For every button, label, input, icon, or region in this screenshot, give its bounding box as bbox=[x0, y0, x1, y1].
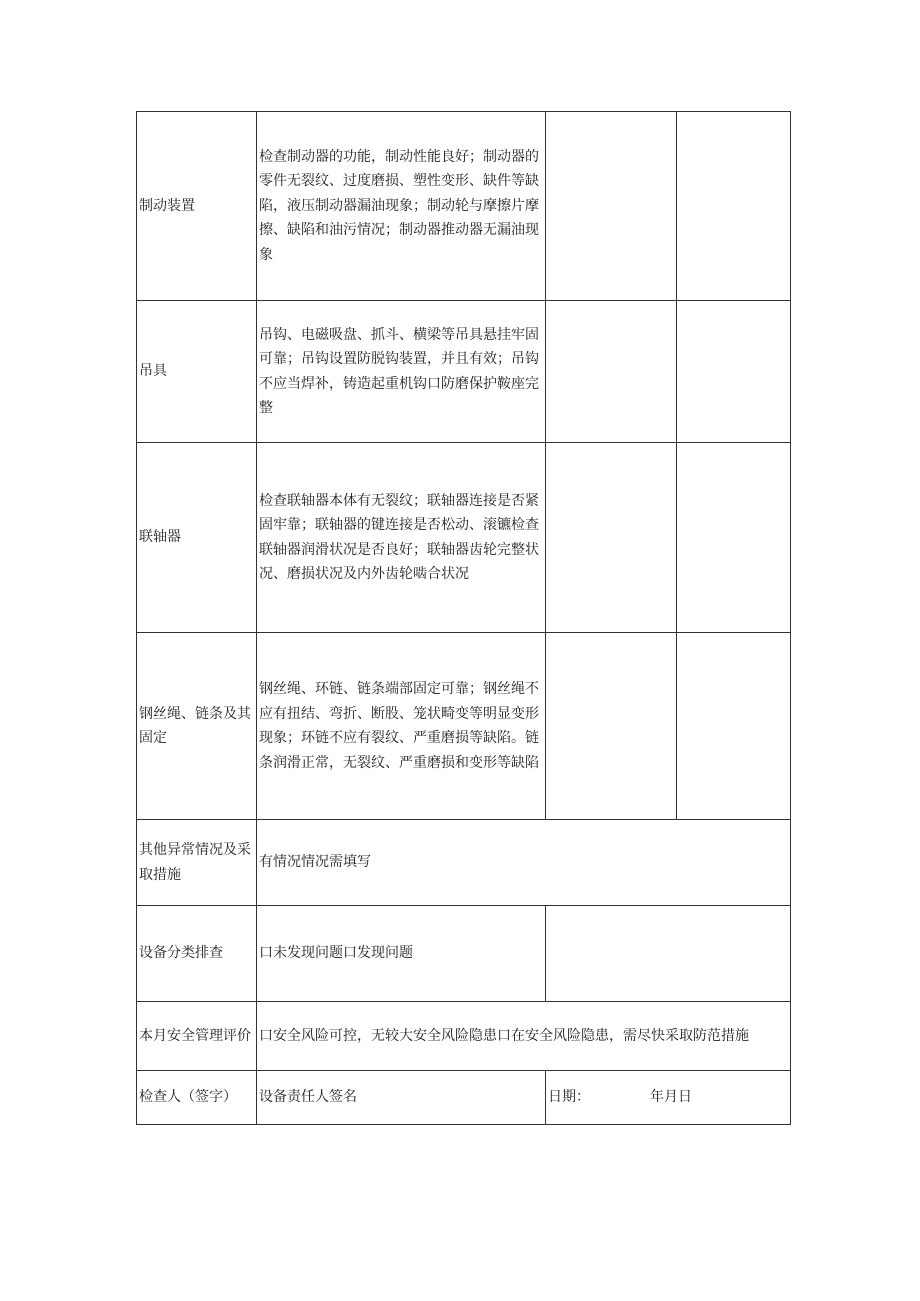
table-row bbox=[137, 906, 791, 1002]
item-label-coupling: 联轴器 bbox=[137, 443, 257, 633]
date-cell[interactable] bbox=[546, 1071, 791, 1125]
evaluation-options[interactable]: 口安全风险可控，无较大安全风险隐患口在安全风险隐患，需尽快采取防范措施 bbox=[257, 1002, 791, 1071]
table-row bbox=[137, 1002, 791, 1071]
item-content-brake: 检查制动器的功能，制动性能良好；制动器的零件无裂纹、过度磨损、塑性变形、缺件等缺陷，液压制动器漏油现象；制动轮与摩擦片摩擦、缺陷和油污情况；制动器推动器无漏油现象 bbox=[257, 112, 546, 301]
classify-options[interactable]: 口未发现问题口发现问题 bbox=[257, 906, 546, 1002]
evaluation-label: 本月安全管理评价 bbox=[137, 1002, 257, 1071]
item-label-brake: 制动装置 bbox=[137, 112, 257, 301]
item-content-sling: 吊钩、电磁吸盘、抓斗、横梁等吊具悬挂牢固可靠；吊钩设置防脱钩装置，并且有效；吊钩不应当焊补，铸造起重机钩口防磨保护鞍座完整 bbox=[257, 301, 546, 443]
signature-value[interactable]: 设备责任人签名 bbox=[257, 1071, 546, 1125]
remark-cell[interactable] bbox=[677, 633, 791, 820]
remark-cell[interactable] bbox=[677, 112, 791, 301]
signature-label: 检查人（签字） bbox=[137, 1071, 257, 1125]
table-row bbox=[137, 112, 791, 301]
item-label-sling: 吊具 bbox=[137, 301, 257, 443]
table-row bbox=[137, 443, 791, 633]
remark-cell[interactable] bbox=[677, 301, 791, 443]
item-content-coupling: 检查联轴器本体有无裂纹；联轴器连接是否紧固牢靠；联轴器的键连接是否松动、滚镳检查联轴器润滑状况是否良好；联轴器齿轮完整状况、磨损状况及内外齿轮啮合状况 bbox=[257, 443, 546, 633]
date-value: 年月日 bbox=[650, 1089, 692, 1106]
table-row bbox=[137, 301, 791, 443]
table-row bbox=[137, 1071, 791, 1125]
remark-cell[interactable] bbox=[677, 443, 791, 633]
item-content-wire-rope: 钢丝绳、环链、链条端部固定可靠；钢丝绳不应有扭结、弯折、断股、笼状畸变等明显变形现象；环链不应有裂纹、严重磨损等缺陷。链条润滑正常，无裂纹、严重磨损和变形等缺陷 bbox=[257, 633, 546, 820]
table-row bbox=[137, 633, 791, 820]
classify-detail-cell[interactable] bbox=[546, 906, 791, 1002]
result-cell[interactable] bbox=[546, 443, 677, 633]
other-abnormal-label: 其他异常情况及采取措施 bbox=[137, 820, 257, 906]
result-cell[interactable] bbox=[546, 112, 677, 301]
result-cell[interactable] bbox=[546, 633, 677, 820]
result-cell[interactable] bbox=[546, 301, 677, 443]
date-label: 日期： bbox=[548, 1089, 590, 1106]
other-abnormal-value[interactable]: 有情况情况需填写 bbox=[257, 820, 791, 906]
inspection-form-table bbox=[136, 111, 791, 1125]
item-label-wire-rope: 钢丝绳、链条及其固定 bbox=[137, 633, 257, 820]
table-row bbox=[137, 820, 791, 906]
classify-label: 设备分类排查 bbox=[137, 906, 257, 1002]
